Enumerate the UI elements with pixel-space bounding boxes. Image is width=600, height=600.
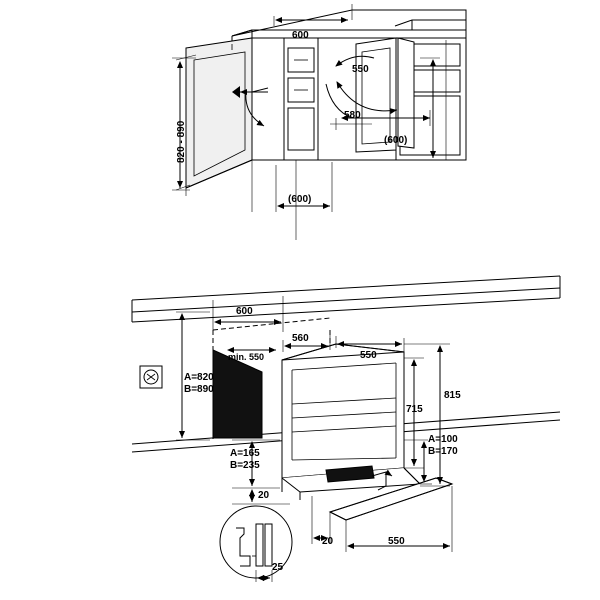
label-panel-thickness-25: 25 xyxy=(272,562,284,573)
label-worktop-depth-600: 600 xyxy=(292,30,309,41)
dim-600-right xyxy=(420,58,440,160)
label-base-offset-20: 20 xyxy=(322,536,334,547)
label-bracket-depth-600: (600) xyxy=(384,135,408,146)
label-door-swing-550: 550 xyxy=(352,64,369,75)
label-plinth-b: B=235 xyxy=(230,460,260,471)
top-view-geometry xyxy=(186,10,466,188)
label-foot-a-100: A=100 xyxy=(428,434,458,445)
label-niche-depth-560: 560 xyxy=(292,333,309,344)
bottom-view-geometry xyxy=(132,276,560,520)
label-bottom-worktop-600: 600 xyxy=(236,306,253,317)
label-plinth-gap-20: 20 xyxy=(258,490,270,501)
label-appliance-width-550: 550 xyxy=(360,350,377,361)
label-foot-b-170: B=170 xyxy=(428,446,458,457)
label-min-clearance-550: min. 550 xyxy=(228,352,265,362)
label-appliance-height-715: 715 xyxy=(406,404,423,415)
label-cabinet-width-600: (600) xyxy=(288,194,312,205)
label-niche-height-b: B=890 xyxy=(184,384,214,395)
label-niche-height-a: A=820 xyxy=(184,372,214,383)
label-base-width-550: 550 xyxy=(388,536,405,547)
label-niche-height-820-890: 820 - 890 xyxy=(176,120,187,163)
label-door-opening-580: 580 xyxy=(344,110,361,121)
label-plinth-a: A=165 xyxy=(230,448,260,459)
label-total-height-815: 815 xyxy=(444,390,461,401)
wall-socket xyxy=(140,366,162,388)
